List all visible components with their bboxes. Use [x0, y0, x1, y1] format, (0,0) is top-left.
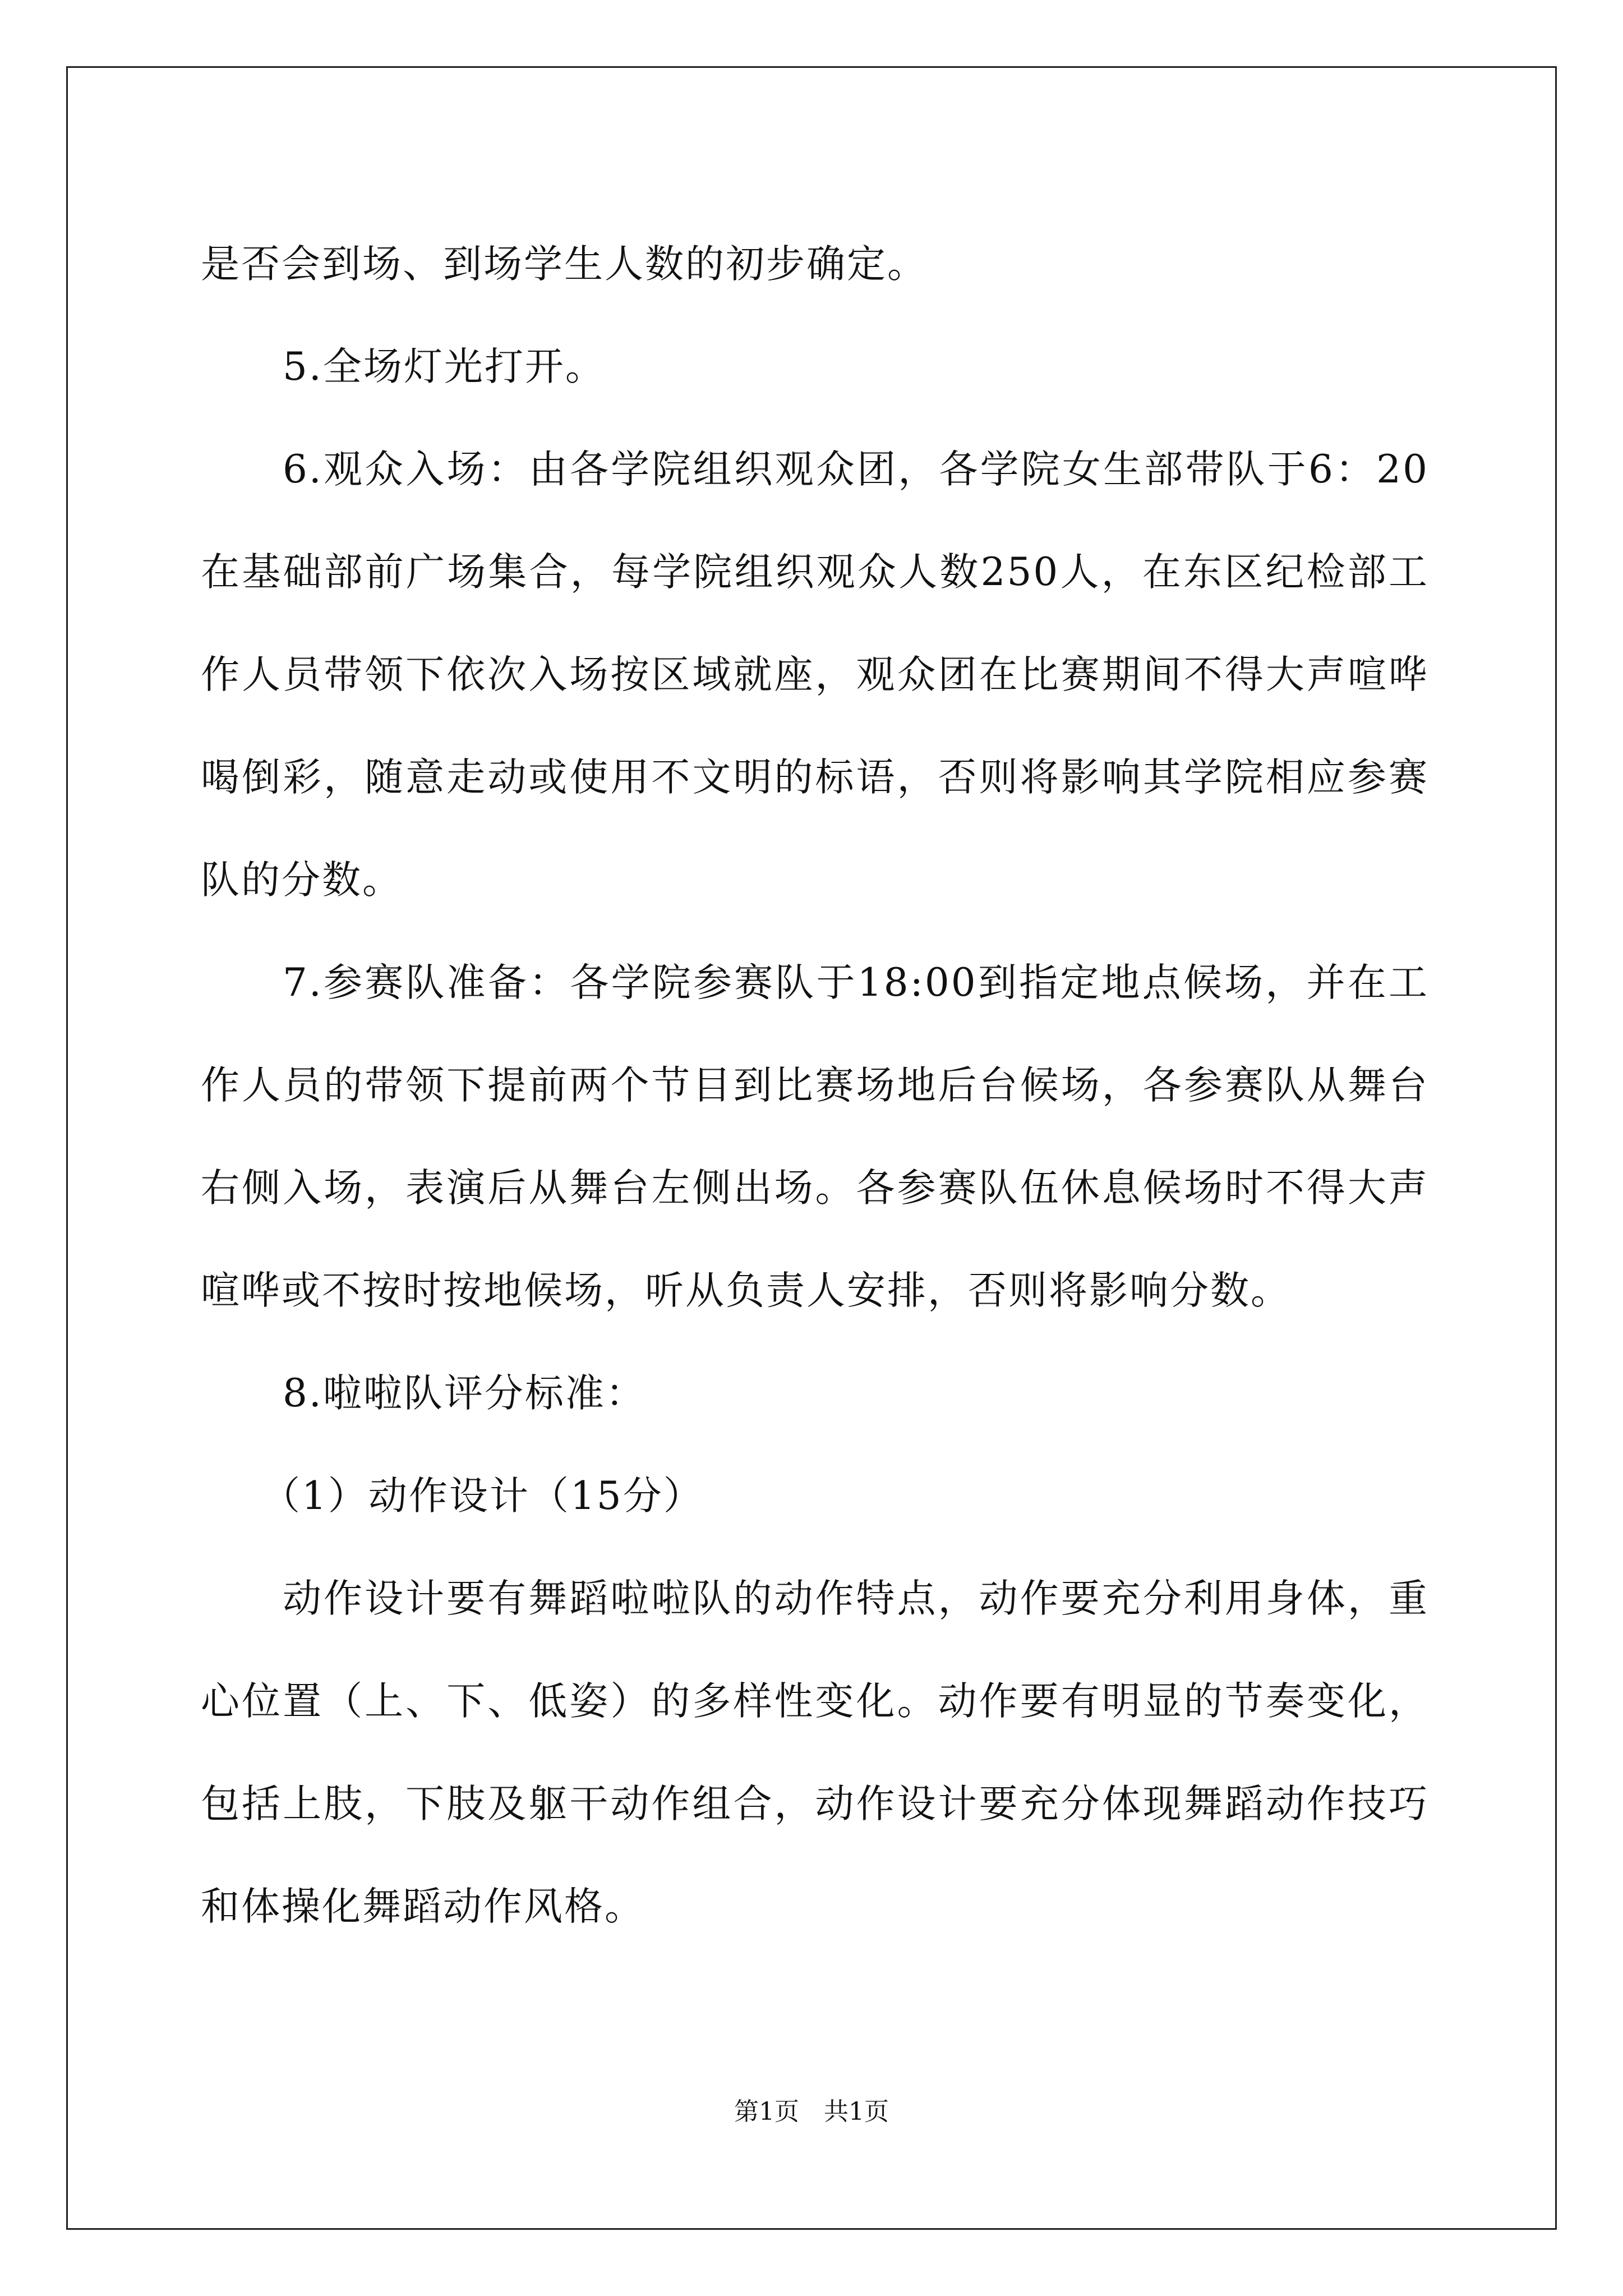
- paragraph-continuation: 是否会到场、到场学生人数的初步确定。: [201, 242, 928, 287]
- paragraph-item-7: 7.参赛队准备：各学院参赛队于18:00到指定地点候场，并在工作人员的带领下提前两个节目到比赛场地后台候场，各参赛队从舞台右侧入场，表演后从舞台左侧出场。各参赛队伍休息候场时不得大声喧哗或不按时按地候场，听从负责人安排，否则将影响分数。: [201, 960, 1429, 1313]
- paragraph-action-design: 动作设计要有舞蹈啦啦队的动作特点，动作要充分利用身体，重心位置（上、下、低姿）的多样性变化。动作要有明显的节奏变化，包括上肢，下肢及躯干动作组合，动作设计要充分体现舞蹈动作技巧和体操化舞蹈动作风格。: [201, 1576, 1429, 1929]
- paragraph-item-8: 8.啦啦队评分标准：: [283, 1371, 646, 1416]
- paragraph-item-6: 6.观众入场：由各学院组织观众团，各学院女生部带队于6：20在基础部前广场集合，每学院组织观众人数250人，在东区纪检部工作人员带领下依次入场按区域就座，观众团在比赛期间不得大声喧哗喝倒彩，随意走动或使用不文明的标语，否则将影响其学院相应参赛队的分数。: [201, 447, 1429, 903]
- page-number-footer: 第1页 共1页: [734, 2097, 889, 2126]
- paragraph-item-5: 5.全场灯光打开。: [283, 344, 606, 389]
- subheading-action-design: （1）动作设计（15分）: [261, 1474, 704, 1519]
- document-body: [201, 213, 1429, 1958]
